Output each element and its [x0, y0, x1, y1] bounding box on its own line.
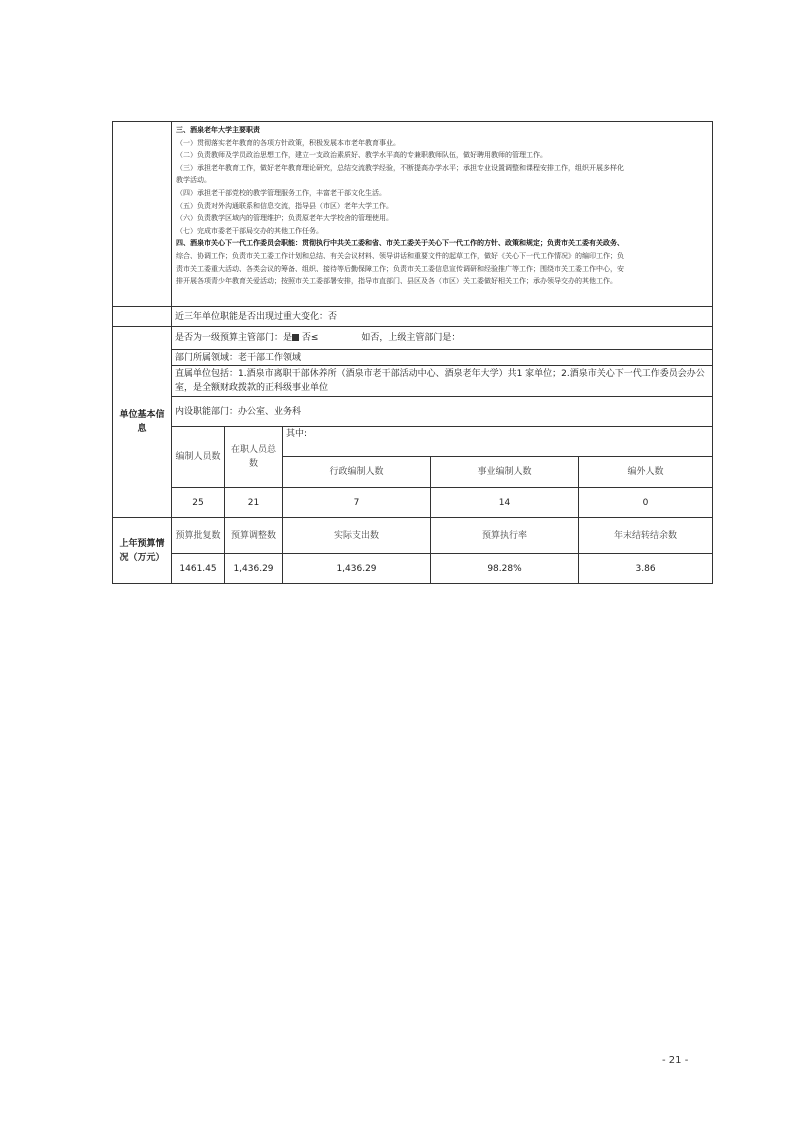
career-staff-value: 14 — [431, 488, 579, 518]
approved-header: 预算批复数 — [172, 518, 225, 554]
authorized-staff-value: 25 — [172, 488, 225, 518]
duty-line: 教学活动。 — [176, 176, 211, 185]
adjusted-value: 1,436.29 — [225, 554, 283, 584]
actual-value: 1,436.29 — [283, 554, 431, 584]
duty-line: （六）负责教学区域内的管理维护；负责原老年大学校舍的管理使用。 — [176, 214, 393, 223]
budget-label: 上年预算情况（万元） — [113, 518, 172, 584]
duties-text — [176, 124, 708, 288]
outside-staff-value: 0 — [579, 488, 713, 518]
outside-staff-header: 编外人数 — [579, 457, 713, 488]
duty-line: 排开展各项青少年教育关爱活动；按照市关工委部署安排，指导市直部门、县区及各（市区）关工委做好相关工作；承办领导交办的其他工作。 — [176, 277, 617, 286]
budget-level-suffix: 否≤ — [301, 333, 319, 343]
checked-box-icon — [292, 334, 299, 341]
balance-header: 年末结转结余数 — [579, 518, 713, 554]
approved-value: 1461.45 — [172, 554, 225, 584]
duty-line: 三、酒泉老年大学主要职责 — [176, 126, 260, 134]
change-row: 近三年单位职能是否出现过重大变化：否 — [172, 307, 713, 327]
actual-header: 实际支出数 — [283, 518, 431, 554]
field-row: 部门所属领域：老干部工作领域 — [172, 350, 713, 366]
duty-line: （五）负责对外沟通联系和信息交流，指导县（市区）老年大学工作。 — [176, 201, 393, 210]
onduty-staff-value: 21 — [225, 488, 283, 518]
duty-line: 责市关工委重大活动、各类会议的筹备、组织、接待等后勤保障工作；负责市关工委信息宣传调研和经验推广等工作；围绕市关工委工作中心，安 — [176, 264, 624, 273]
superior-dept: 如否，上级主管部门是： — [361, 333, 461, 343]
blank-side-cell — [113, 122, 172, 307]
duty-line: （一）贯彻落实老年教育的各项方针政策，积极发展本市老年教育事业。 — [176, 138, 400, 147]
page-number: - 21 - — [662, 1055, 689, 1066]
affiliated-units-row: 直属单位包括：1.酒泉市离职干部休养所（酒泉市老干部活动中心、酒泉老年大学）共1 家单位；2.酒泉市关心下一代工作委员会办公室，是全额财政拨款的正科级事业单位 — [172, 366, 713, 397]
admin-staff-value: 7 — [283, 488, 431, 518]
budget-level-prefix: 是否为一级预算主管部门：是 — [175, 333, 293, 343]
balance-value: 3.86 — [579, 554, 713, 584]
internal-depts-row: 内设职能部门：办公室、业务科 — [172, 397, 713, 427]
duties-cell — [172, 122, 713, 307]
duty-line: （四）承担老干部党校的教学管理服务工作，丰富老干部文化生活。 — [176, 188, 386, 197]
blank-side-cell — [113, 307, 172, 327]
onduty-staff-header: 在职人员总数 — [225, 427, 283, 488]
rate-header: 预算执行率 — [431, 518, 579, 554]
career-staff-header: 事业编制人数 — [431, 457, 579, 488]
adjusted-header: 预算调整数 — [225, 518, 283, 554]
budget-level-row — [172, 327, 713, 350]
rate-value: 98.28% — [431, 554, 579, 584]
among-label: 其中: — [283, 427, 713, 457]
duty-line: （七）完成市委老干部局交办的其他工作任务。 — [176, 226, 323, 235]
duty-line: （三）承担老年教育工作，做好老年教育理论研究，总结交流教学经验，不断提高办学水平；承担专业设置调整和课程安排工作，组织开展多样化 — [176, 163, 624, 172]
authorized-staff-header: 编制人员数 — [172, 427, 225, 488]
unit-info-table — [112, 121, 713, 584]
duty-line: 四、酒泉市关心下一代工作委员会职能：贯彻执行中共关工委和省、市关工委关于关心下一代工作的方针、政策和规定；负责市关工委有关政务、 — [176, 239, 624, 248]
basic-info-label: 单位基本信息 — [113, 327, 172, 518]
admin-staff-header: 行政编制人数 — [283, 457, 431, 488]
duty-line: 综合、协调工作；负责市关工委工作计划和总结、有关会议材料、领导讲话和重要文件的起草工作，做好《关心下一代工作情况》的编印工作；负 — [176, 251, 624, 260]
duty-line: （二）负责教师及学员政治思想工作，建立一支政治素质好、教学水平高的专兼职教师队伍，做好聘用教师的管理工作。 — [176, 151, 547, 160]
